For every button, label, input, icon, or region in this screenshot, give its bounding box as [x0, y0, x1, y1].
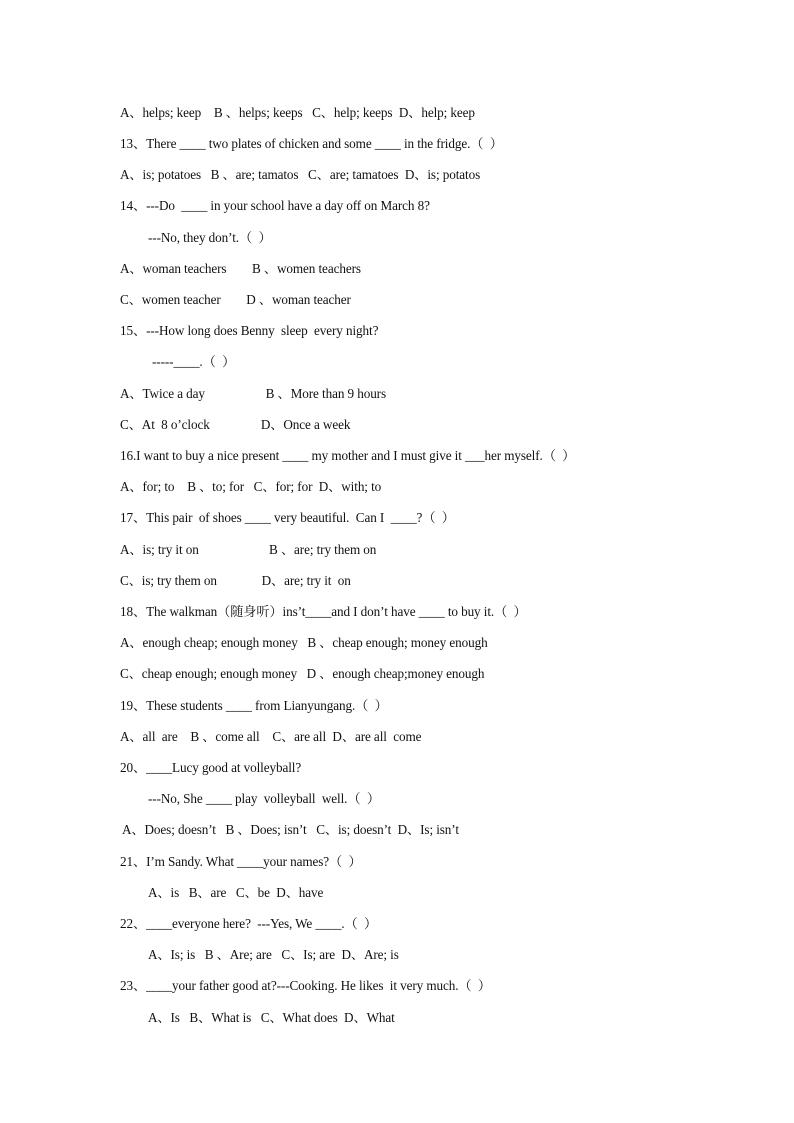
q16-options: A、for; to B 、to; for C、for; for D、with; to — [120, 479, 382, 494]
q13-options: A、is; potatoes B 、are; tamatos C、are; tamatoes D、is; potatos — [120, 167, 481, 182]
q19-options: A、all are B 、come all C、are all D、are all come — [120, 729, 422, 744]
question-20: 20、____Lucy good at volleyball? — [120, 760, 302, 775]
q20-options: A、Does; doesn’t B 、Does; isn’t C、is; doesn’t D、Is; isn’t — [122, 822, 459, 837]
q17-options-ab: A、is; try it on B 、are; try them on — [120, 542, 377, 557]
question-14: 14、---Do ____ in your school have a day off on March 8? — [120, 198, 430, 213]
q23-options: A、Is B、What is C、What does D、What — [148, 1010, 395, 1025]
question-15: 15、---How long does Benny sleep every night? — [120, 323, 379, 338]
q15-options-cd: C、At 8 o’clock D、Once a week — [120, 417, 351, 432]
q18-options-ab: A、enough cheap; enough money B 、cheap enough; money enough — [120, 635, 488, 650]
q18-options-cd: C、cheap enough; enough money D 、enough cheap;money enough — [120, 666, 485, 681]
question-19: 19、These students ____ from Lianyungang.（ ） — [120, 698, 388, 713]
question-23: 23、____your father good at?---Cooking. He likes it very much.（ ） — [120, 978, 491, 993]
q15-options-ab: A、Twice a day B 、More than 9 hours — [120, 386, 387, 401]
question-14-response: ---No, they don’t.（ ） — [148, 230, 272, 245]
q12-options: A、helps; keep B 、helps; keeps C、help; keeps D、help; keep — [120, 105, 475, 120]
q14-options-ab: A、woman teachers B 、women teachers — [120, 261, 361, 276]
q22-options: A、Is; is B 、Are; are C、Is; are D、Are; is — [148, 947, 399, 962]
q21-options: A、is B、are C、be D、have — [148, 885, 324, 900]
question-16: 16.I want to buy a nice present ____ my mother and I must give it ___her myself.（ ） — [120, 448, 576, 463]
question-15-response: -----____.（ ） — [152, 354, 236, 369]
question-13: 13、There ____ two plates of chicken and some ____ in the fridge.（ ） — [120, 136, 503, 151]
question-17: 17、This pair of shoes ____ very beautiful. Can I ____?（ ） — [120, 510, 455, 525]
question-20-response: ---No, She ____ play volleyball well.（ ） — [148, 791, 380, 806]
q17-options-cd: C、is; try them on D、are; try it on — [120, 573, 351, 588]
question-21: 21、I’m Sandy. What ____your names?（ ） — [120, 854, 362, 869]
question-22: 22、____everyone here? ---Yes, We ____.（ ） — [120, 916, 378, 931]
q14-options-cd: C、women teacher D 、woman teacher — [120, 292, 351, 307]
question-18: 18、The walkman（随身听）ins’t____and I don’t have ____ to buy it.（ ） — [120, 604, 527, 619]
